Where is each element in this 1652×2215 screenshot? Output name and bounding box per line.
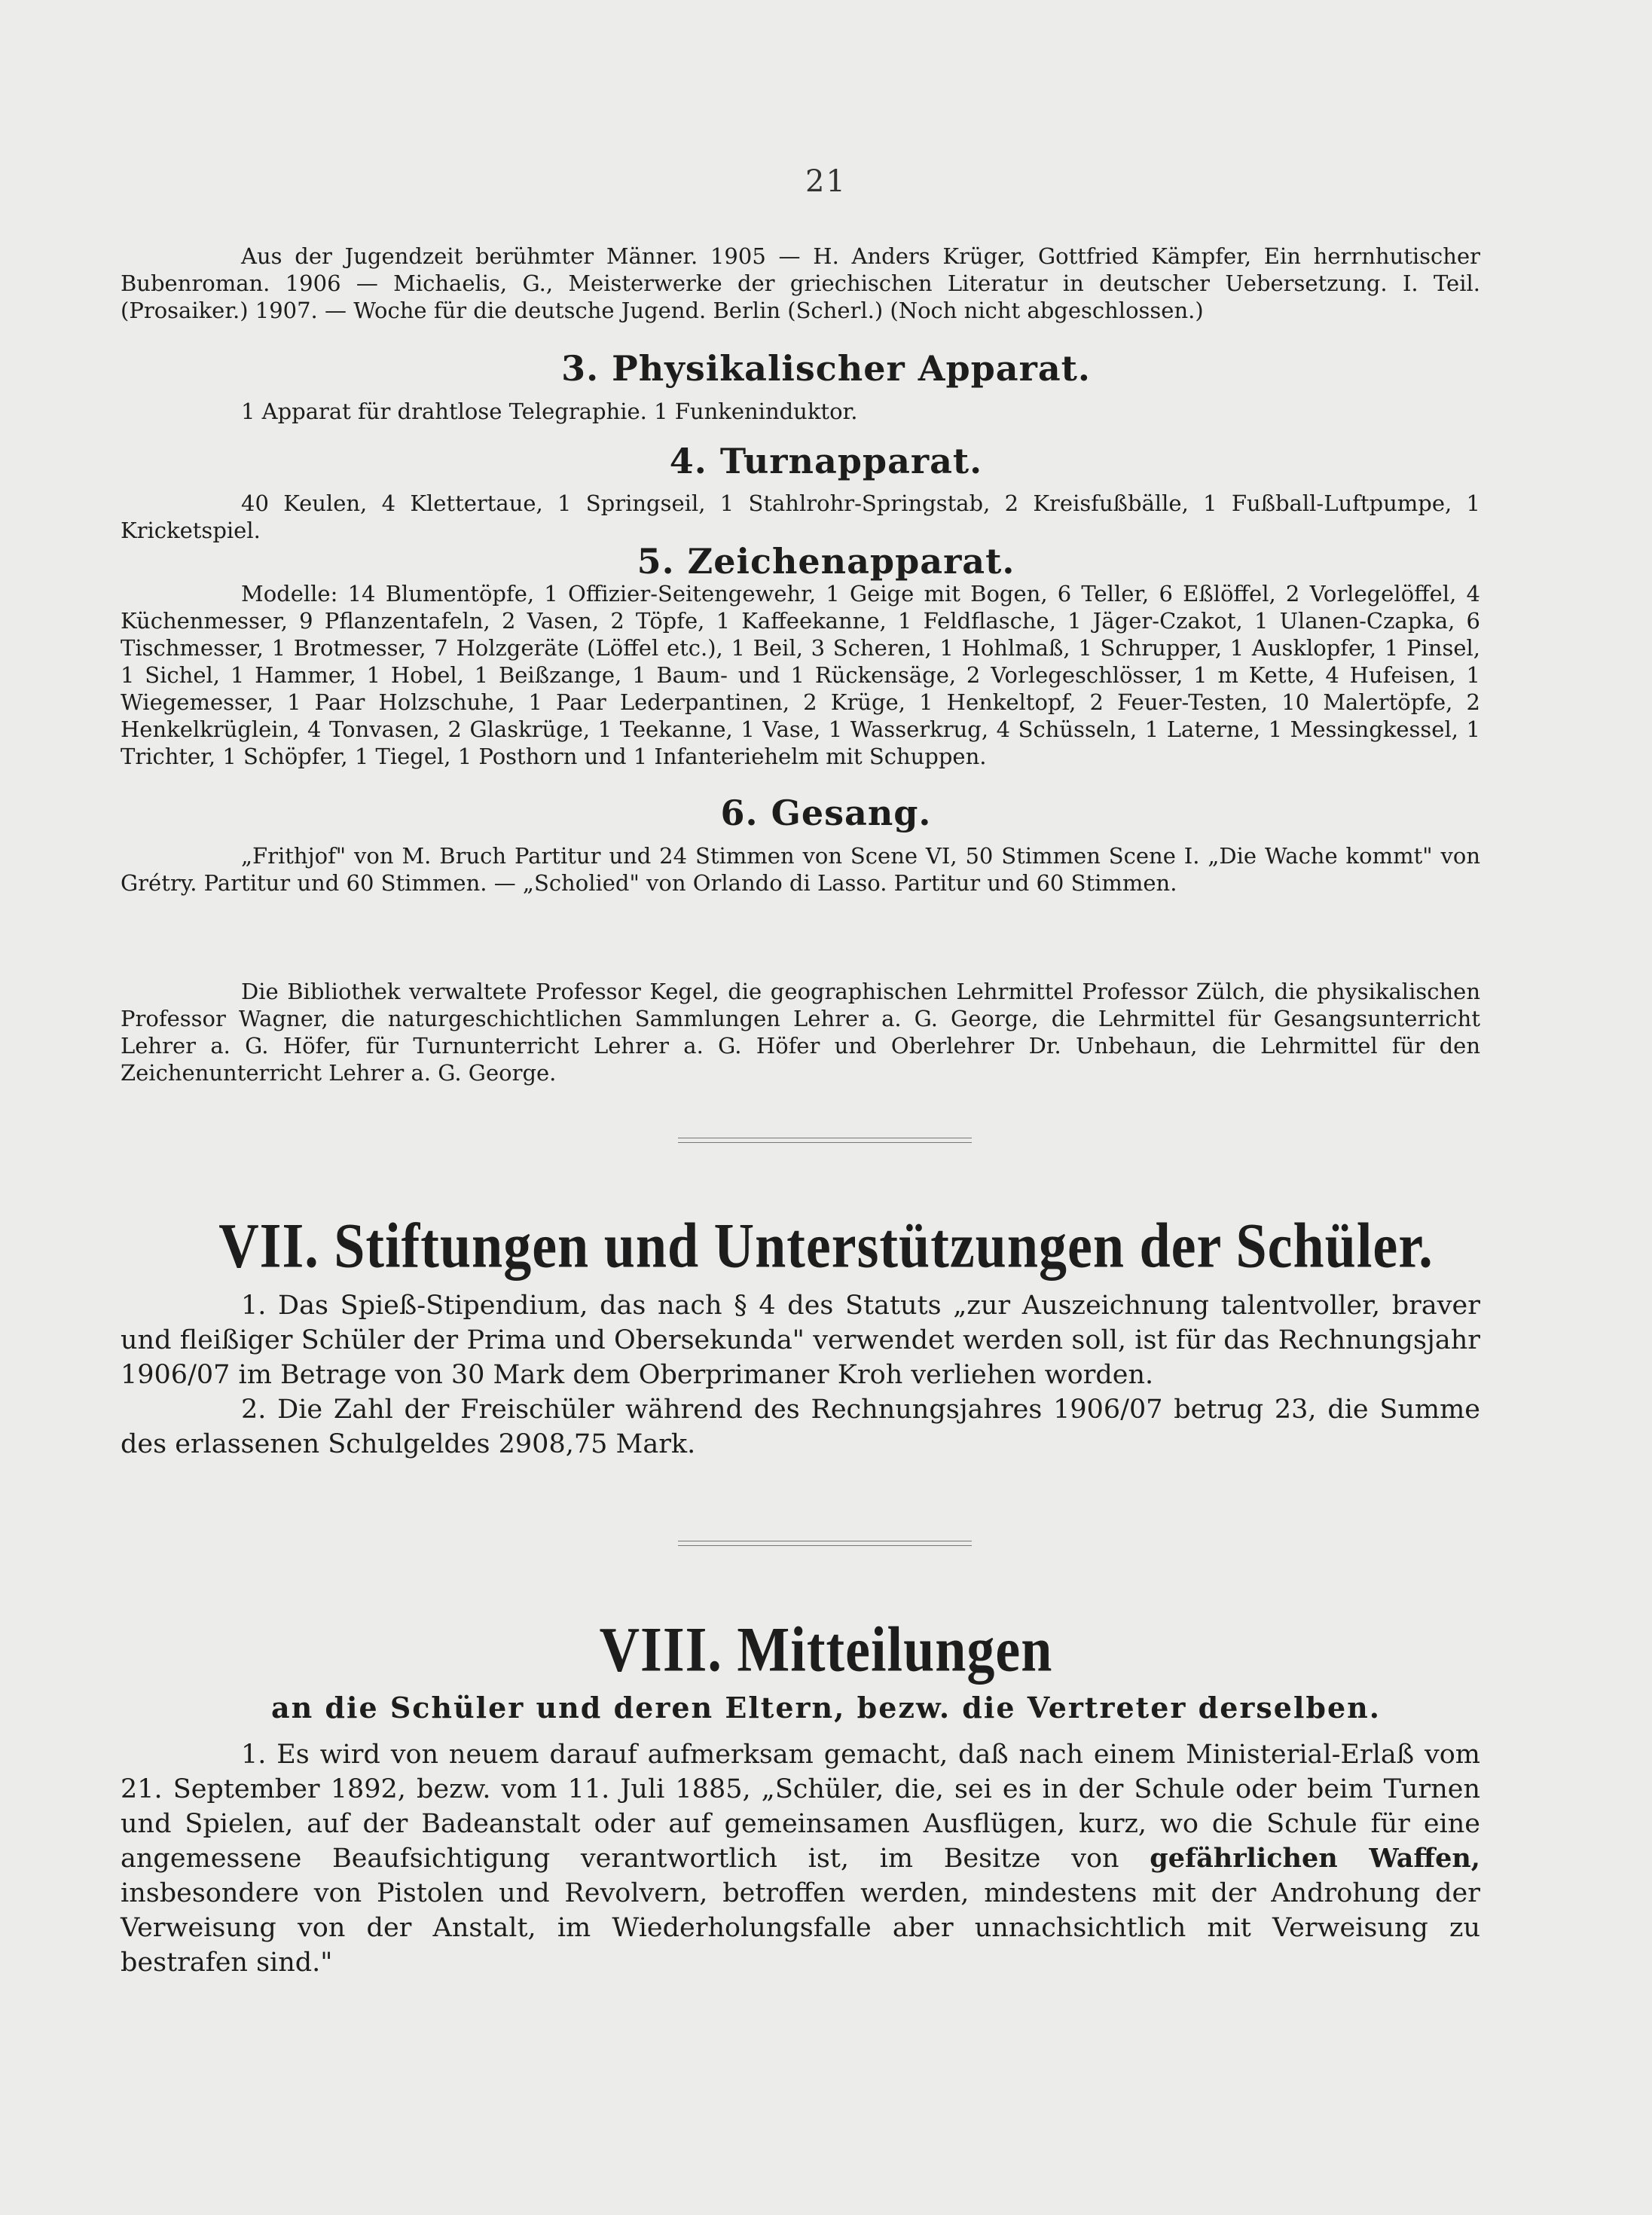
chapter8-subtitle: an die Schüler und deren Eltern, bezw. die Vertreter derselben. xyxy=(270,1691,1382,1725)
section-heading-gymnastics: 4. Turnapparat. xyxy=(669,441,983,481)
section-singing-block xyxy=(121,842,1480,897)
chapter7-item-2: 2. Die Zahl der Freischüler während des Rechnungsjahres 1906/07 betrug 23, die Summe des erlassenen Schulgeldes 2908,75 Mark. xyxy=(121,1395,1480,1459)
chapter8-emphasis-weapons: gefährlichen Waffen, xyxy=(1150,1843,1480,1874)
library-paragraph-block xyxy=(121,978,1480,1086)
section-heading-singing: 6. Gesang. xyxy=(720,793,932,833)
library-paragraph: Die Bibliothek verwaltete Professor Kegel, die geographischen Lehrmittel Professor Zülch, die physikalischen Professor Wagner, die naturgeschichtlichen Sammlungen Lehrer a. G. George, die Lehrmittel für Gesangsunterricht Lehrer a. G. Höfer, für Turnunterricht Lehrer a. G. Höfer und Oberlehrer Dr. Unbehaun, die Lehrmittel für den Zeichenunterricht Lehrer a. G. George. xyxy=(121,979,1480,1086)
section-gymnastics-block xyxy=(121,490,1480,544)
section-physics-block xyxy=(121,398,1480,425)
chapter8-title: VIII. Mitteilungen xyxy=(599,1614,1053,1686)
section-gymnastics-text: 40 Keulen, 4 Klettertaue, 1 Springseil, 1 Stahlrohr-Springstab, 2 Kreisfußbälle, 1 Fußball-Luftpumpe, 1 Kricketspiel. xyxy=(121,490,1480,543)
section-heading-physics: 3. Physikalischer Apparat. xyxy=(561,348,1091,389)
divider-rule-2 xyxy=(678,1541,972,1546)
chapter8-item-1 xyxy=(121,1737,1480,1980)
section-drawing-text: Modelle: 14 Blumentöpfe, 1 Offizier-Seitengewehr, 1 Geige mit Bogen, 6 Teller, 6 Eßlöffel, 2 Vorlegelöffel, 4 Küchenmesser, 9 Pflanzentafeln, 2 Vasen, 2 Töpfe, 1 Kaffeekanne, 1 Feldflasche, 1 Jäger-Czakot, 1 Ulanen-Czapka, 6 Tischmesser, 1 Brotmesser, 7 Holzgeräte (Löffel etc.), 1 Beil, 3 Scheren, 1 Hohlmaß, 1 Schrupper, 1 Ausklopfer, 1 Pinsel, 1 Sichel, 1 Hammer, 1 Hobel, 1 Beißzange, 1 Baum- und 1 Rückensäge, 2 Vorlegeschlösser, 1 m Kette, 4 Hufeisen, 1 Wiegemesser, 1 Paar Holzschuhe, 1 Paar Lederpantinen, 2 Krüge, 1 Henkeltopf, 2 Feuer-Testen, 10 Malertöpfe, 2 Henkelkrüglein, 4 Tonvasen, 2 Glaskrüge, 1 Teekanne, 1 Vase, 1 Wasserkrug, 4 Schüsseln, 1 Laterne, 1 Messingkessel, 1 Trichter, 1 Schöpfer, 1 Tiegel, 1 Posthorn und 1 Infanteriehelm mit Schuppen. xyxy=(121,581,1480,769)
section-drawing-block xyxy=(121,580,1480,770)
chapter7-item-1: 1. Das Spieß-Stipendium, das nach § 4 des Statuts „zur Auszeichnung talentvoller, braver und fleißiger Schüler der Prima und Obersekunda" verwendet werden soll, ist für das Rechnungsjahr 1906/07 im Betrage von 30 Mark dem Oberprimaner Kroh verliehen worden. xyxy=(121,1291,1480,1390)
intro-paragraph-block xyxy=(121,243,1480,324)
chapter7-body xyxy=(121,1288,1480,1462)
section-singing-text: „Frithjof" von M. Bruch Partitur und 24 Stimmen von Scene VI, 50 Stimmen Scene I. „Die Wache kommt" von Grétry. Partitur und 60 Stimmen. — „Scholied" von Orlando di Lasso. Partitur und 60 Stimmen. xyxy=(121,843,1480,896)
section-heading-drawing: 5. Zeichenapparat. xyxy=(637,541,1015,582)
intro-paragraph: Aus der Jugendzeit berühmter Männer. 1905 — H. Anders Krüger, Gottfried Kämpfer, Ein herrnhutischer Bubenroman. 1906 — Michaelis, G., Meisterwerke der griechischen Literatur in deutscher Uebersetzung. I. Teil. (Prosaiker.) 1907. — Woche für die deutsche Jugend. Berlin (Scherl.) (Noch nicht abgeschlossen.) xyxy=(121,243,1480,323)
chapter7-title: VII. Stiftungen und Unterstützungen der Schüler. xyxy=(218,1210,1434,1282)
chapter8-body xyxy=(121,1737,1480,1980)
section-physics-text: 1 Apparat für drahtlose Telegraphie. 1 Funkeninduktor. xyxy=(241,399,858,424)
page-number: 21 xyxy=(805,164,847,199)
chapter8-item-1-part-1: 1. Es wird von neuem darauf aufmerksam gemacht, daß nach einem Ministerial-Erlaß vom 21. September 1892, bezw. vom 11. Juli 1885, „Schüler, die, sei es in der Schule oder beim Turnen und Spielen, auf der Badeanstalt oder auf gemeinsamen Ausflügen, kurz, wo die Schule für eine angemessene Beaufsichtigung verantwortlich ist, im Besitze von xyxy=(121,1740,1480,1874)
chapter8-item-1-part-2: insbesondere von Pistolen und Revolvern, betroffen werden, mindestens mit der Androhung der Verweisung von der Anstalt, im Wiederholungsfalle aber unnachsichtlich mit Verweisung zu bestrafen sind." xyxy=(121,1878,1480,1978)
divider-rule-1 xyxy=(678,1138,972,1143)
